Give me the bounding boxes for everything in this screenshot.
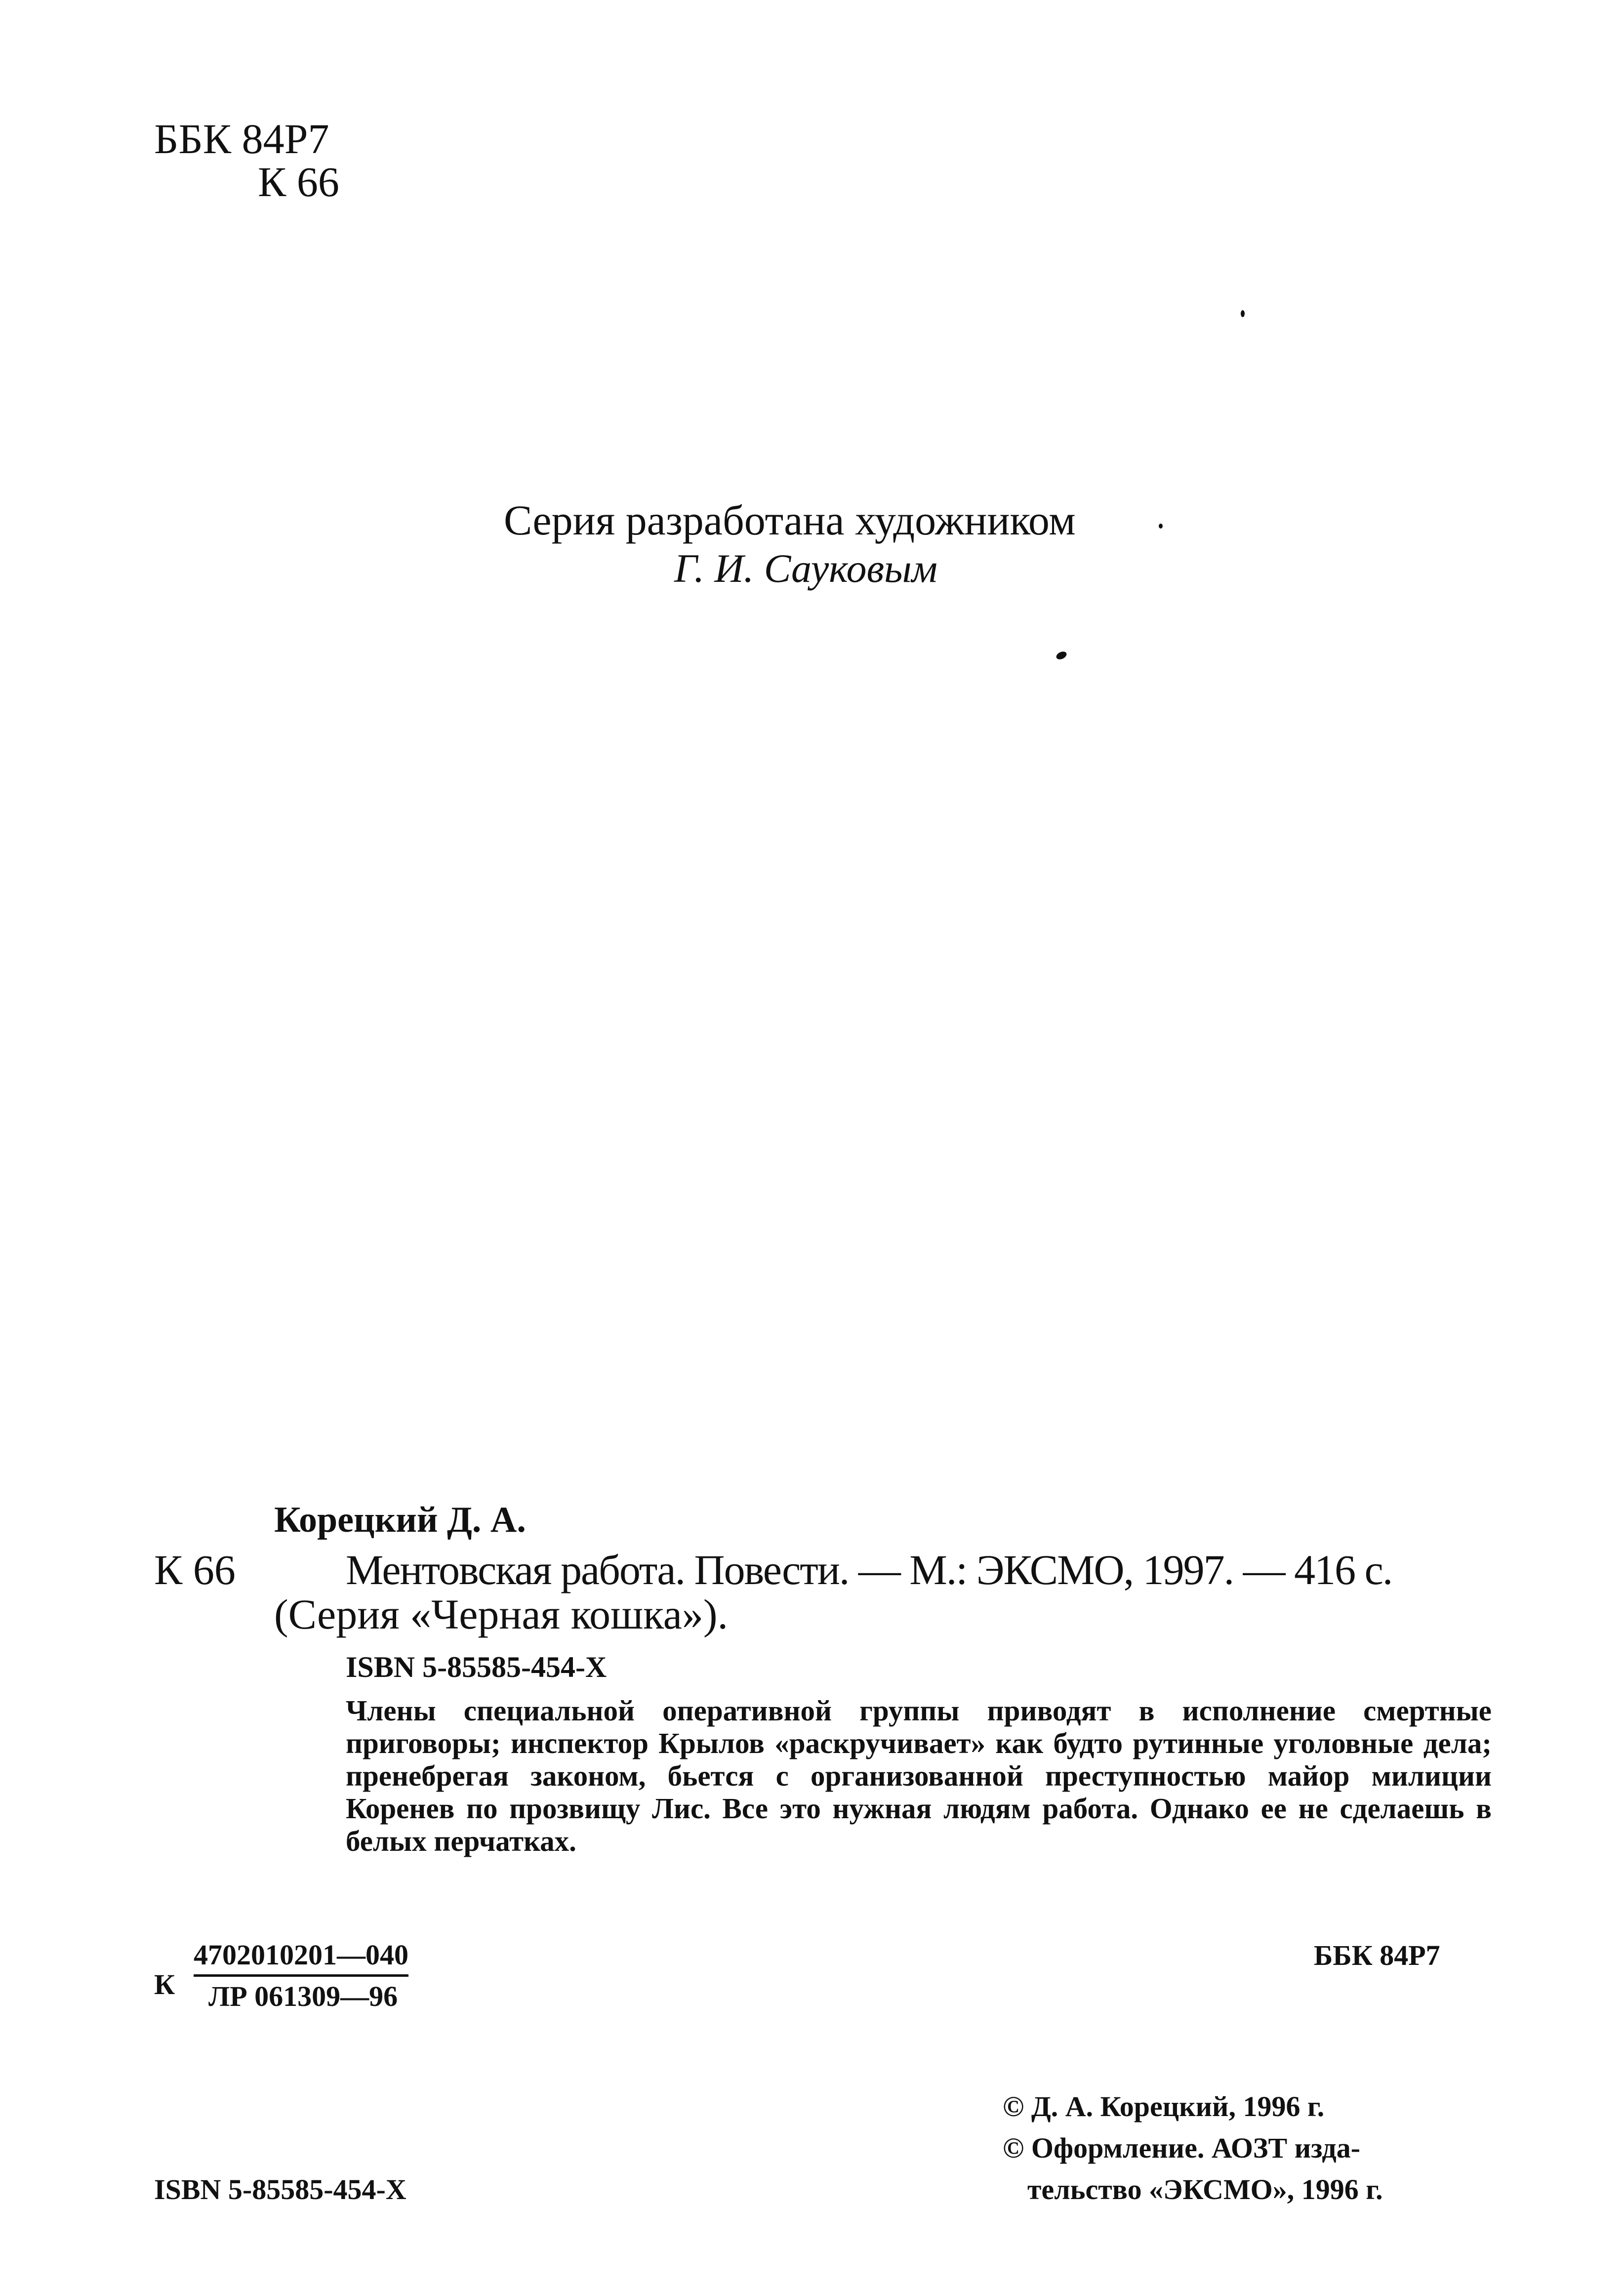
imprint-numerator: 4702010201—040 — [194, 1938, 408, 1977]
card-author-mark: К 66 — [154, 1546, 236, 1593]
scan-speck — [1241, 310, 1245, 317]
copyright-author: © Д. А. Корецкий, 1996 г. — [1003, 2090, 1325, 2122]
imprint-k-letter: К — [154, 1968, 175, 2000]
scan-speck — [1159, 524, 1163, 529]
scan-speck — [1055, 650, 1068, 661]
copyright-design: © Оформление. АОЗТ изда- — [1003, 2132, 1361, 2164]
annotation-text: Члены специальной оперативной группы приводят в исполнение смертные приговоры; инспектор Крылов «раскручивает» как будто рутинные уголовные дела; пренебрегая законом, бьется с организованной преступностью майор милиции Коренев по прозвищу Лис. Все это нужная людям работа. Однако ее не сделаешь в белых перчатках. — [346, 1694, 1492, 1857]
imprint-denominator: ЛР 061309—96 — [208, 1980, 398, 2012]
imprint-bbk: ББК 84Р7 — [1314, 1939, 1440, 1971]
card-series-line: (Серия «Черная кошка»). — [274, 1591, 729, 1638]
footer-isbn: ISBN 5-85585-454-X — [154, 2173, 406, 2205]
series-credit-line: Серия разработана художником — [504, 496, 1076, 544]
card-isbn: ISBN 5-85585-454-X — [346, 1651, 607, 1683]
card-author: Корецкий Д. А. — [274, 1500, 526, 1540]
series-artist-name: Г. И. Сауковым — [674, 546, 937, 591]
bbk-code: ББК 84Р7 — [154, 115, 329, 163]
copyright-publisher: тельство «ЭКСМО», 1996 г. — [1027, 2173, 1383, 2205]
card-title-line: Ментовская работа. Повести. — М.: ЭКСМО, 1997. — 416 с. — [346, 1546, 1392, 1593]
author-mark: К 66 — [258, 158, 339, 205]
card-annotation — [346, 1694, 1492, 1857]
